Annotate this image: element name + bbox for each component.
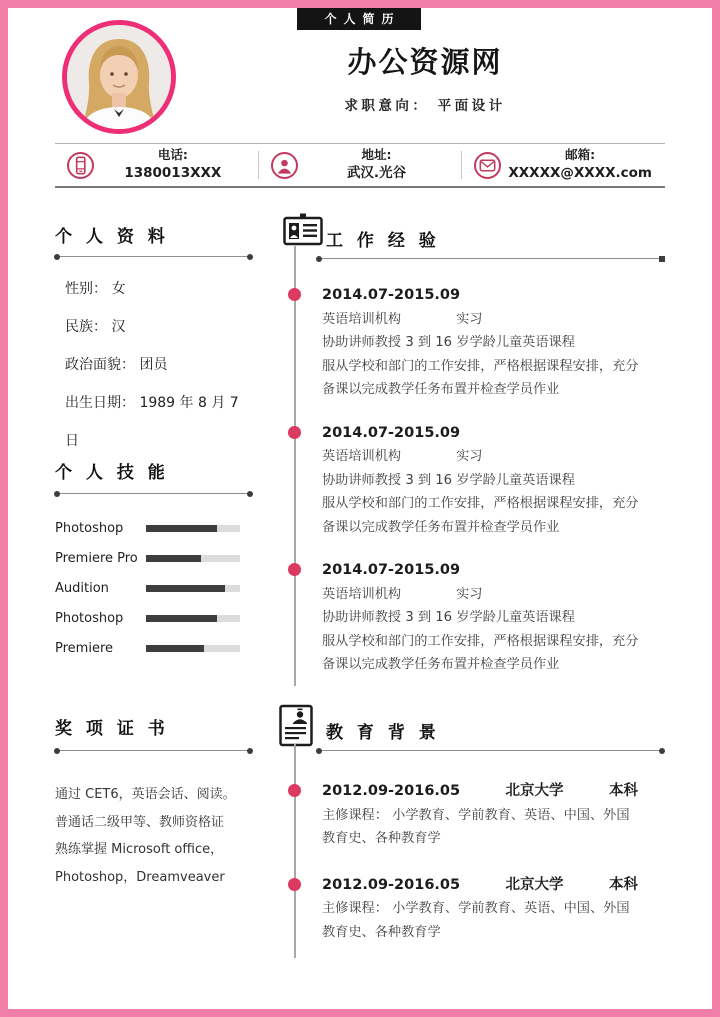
skill-bar-fill — [146, 615, 217, 622]
education-desc: 教育史、各种教育学 — [322, 831, 441, 846]
work-desc: 服从学校和部门的工作安排，严格根据课程安排，充分 — [322, 496, 639, 511]
email-label: 邮箱: — [565, 147, 596, 163]
work-role: 实习 — [456, 449, 483, 464]
work-org: 英语培训机构 — [322, 449, 402, 464]
skill-row: Premiere Pro — [55, 543, 240, 573]
page-banner: 个人简历 — [297, 3, 421, 30]
awards-line: 通过 CET6，英语会话、阅读。 — [55, 787, 236, 802]
address-label: 地址: — [361, 147, 392, 163]
skill-bar-fill — [146, 585, 225, 592]
phone-value: 1380013XXX — [124, 165, 222, 182]
skill-bar-fill — [146, 555, 201, 562]
education-degree: 本科 — [608, 876, 638, 893]
education-desc: 主修课程： 小学教育、学前教育、英语、中国、外国 — [322, 901, 630, 916]
contact-phone — [55, 144, 258, 186]
work-desc: 协助讲师教授 3 到 16 岁学龄儿童英语课程 — [322, 472, 575, 488]
skill-row: Photoshop — [55, 513, 240, 543]
skill-bar-fill — [146, 645, 204, 652]
separator — [55, 256, 252, 257]
work-desc: 服从学校和部门的工作安排，严格根据课程安排，充分 — [322, 633, 639, 649]
section-heading-awards: 奖 项 证 书 — [55, 719, 169, 739]
education-entry — [322, 874, 638, 945]
education-entry — [322, 780, 638, 851]
section-heading-education: 教 育 背 景 — [326, 723, 440, 743]
work-entry — [322, 284, 672, 402]
work-role: 实习 — [456, 311, 483, 327]
profile-field: 民族： 汉 — [65, 319, 126, 335]
timeline-line — [294, 744, 296, 958]
separator — [55, 493, 252, 494]
section-heading-work: 工 作 经 验 — [326, 231, 440, 251]
person-icon — [271, 152, 298, 179]
separator — [55, 750, 252, 751]
education-school: 北京大学 — [505, 876, 564, 893]
work-desc: 协助讲师教授 3 到 16 岁学龄儿童英语课程 — [322, 610, 575, 625]
awards-line: 普通话二级甲等、教师资格证 — [55, 814, 225, 830]
skill-row: Audition — [55, 573, 240, 603]
skill-bar — [146, 525, 240, 532]
work-desc: 备课以完成教学任务布置并检查学员作业 — [322, 657, 560, 672]
skill-list — [55, 513, 240, 663]
contact-address — [259, 144, 462, 186]
skill-row: Premiere — [55, 633, 240, 663]
profile-fields — [55, 270, 255, 449]
badge-icon — [283, 213, 323, 251]
address-value: 武汉.光谷 — [346, 165, 407, 182]
document-icon — [279, 702, 313, 752]
education-desc: 主修课程： 小学教育、学前教育、英语、中国、外国 — [322, 807, 630, 823]
timeline-line — [294, 246, 296, 686]
work-entry — [322, 422, 672, 540]
section-heading-profile: 个 人 资 料 — [55, 227, 169, 247]
awards-text — [55, 781, 270, 891]
work-period: 2014.07-2015.09 — [322, 287, 461, 303]
phone-icon — [67, 152, 94, 179]
work-period: 2014.07-2015.09 — [322, 424, 461, 441]
education-desc: 教育史、各种教育学 — [322, 924, 441, 940]
skill-bar — [146, 555, 240, 562]
awards-line: Photoshop，Dreamveaver — [55, 869, 225, 885]
profile-field: 出生日期： 1989 年 8 月 7 日 — [65, 395, 239, 449]
skill-bar — [146, 615, 240, 622]
work-org: 英语培训机构 — [322, 586, 402, 602]
work-desc: 服从学校和部门的工作安排，严格根据课程安排，充分 — [322, 358, 639, 374]
profile-field: 性别： 女 — [65, 281, 126, 297]
work-desc: 备课以完成教学任务布置并检查学员作业 — [322, 382, 560, 397]
separator — [317, 750, 664, 751]
skill-bar — [146, 585, 240, 592]
profile-field: 政治面貌： 团员 — [65, 357, 168, 373]
education-school: 北京大学 — [505, 783, 564, 799]
contact-bar — [55, 143, 665, 188]
work-org: 英语培训机构 — [322, 311, 402, 327]
email-value: XXXXX@XXXX.com — [508, 165, 652, 182]
awards-line: 熟练掌握 Microsoft office， — [55, 842, 224, 857]
skill-bar — [146, 645, 240, 652]
work-desc: 备课以完成教学任务布置并检查学员作业 — [322, 519, 560, 535]
phone-label: 电话: — [157, 147, 188, 163]
job-intent: 求职意向： 平面设计 — [344, 98, 506, 114]
separator — [317, 258, 664, 259]
education-period: 2012.09-2016.05 — [322, 783, 461, 799]
section-heading-skills: 个 人 技 能 — [55, 463, 169, 483]
work-role: 实习 — [456, 586, 483, 602]
page-title: 办公资源网 — [347, 45, 503, 79]
work-entry — [322, 559, 672, 677]
contact-email — [462, 144, 665, 186]
work-entries — [322, 284, 672, 697]
mail-icon — [474, 152, 501, 179]
education-period: 2012.09-2016.05 — [322, 876, 461, 893]
education-degree: 本科 — [608, 783, 638, 799]
profile-photo — [62, 20, 176, 134]
work-period: 2014.07-2015.09 — [322, 562, 461, 578]
skill-row: Photoshop — [55, 603, 240, 633]
skill-bar-fill — [146, 525, 217, 532]
education-entries — [322, 780, 638, 964]
avatar-illustration — [67, 25, 171, 129]
work-desc: 协助讲师教授 3 到 16 岁学龄儿童英语课程 — [322, 335, 575, 350]
